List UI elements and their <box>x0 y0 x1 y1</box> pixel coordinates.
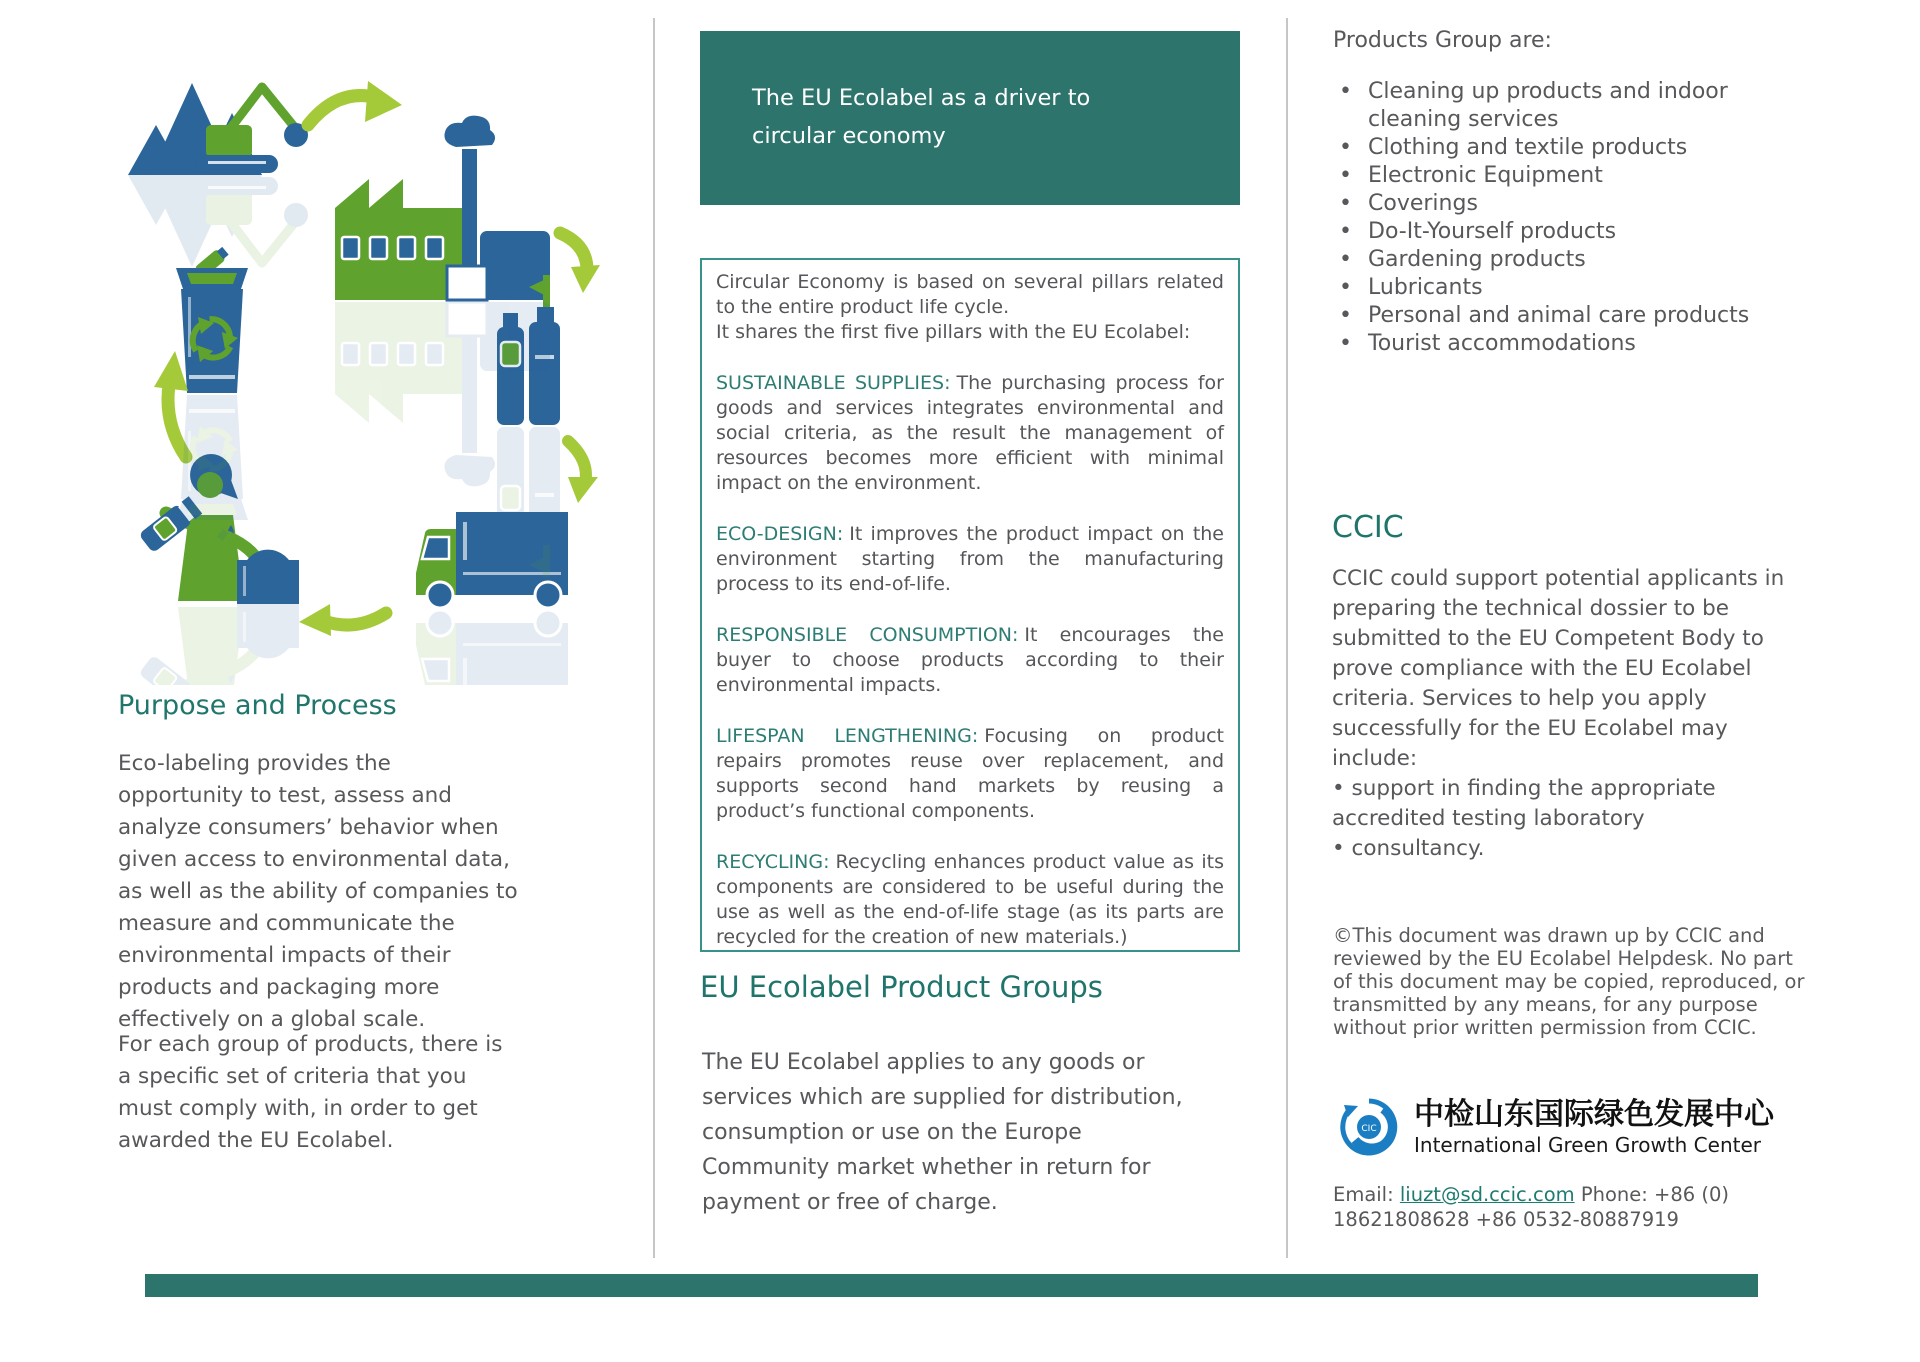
products-group-heading: Products Group are: <box>1333 28 1552 53</box>
pillar-label: RECYCLING: <box>716 851 830 873</box>
recycling-bin-icon <box>176 245 248 393</box>
raw-materials-excavator-icon <box>128 83 308 175</box>
list-item: • Lubricants <box>1337 274 1758 302</box>
email-link[interactable]: liuzt@sd.ccic.com <box>1399 1183 1575 1206</box>
ccic-description <box>1332 564 1804 864</box>
circular-economy-illustration <box>110 25 615 685</box>
email-label: Email: <box>1333 1183 1394 1206</box>
purpose-paragraph-2: For each group of products, there is a specific set of criteria that you must comply with, in order to get awarded the EU Ecolabel. <box>118 1032 503 1153</box>
list-item: • Coverings <box>1337 190 1758 218</box>
contact-line <box>1333 1182 1815 1232</box>
pillar-label: ECO-DESIGN: <box>716 523 844 545</box>
pillars-intro-2: It shares the first five pillars with the EU Ecolabel: <box>716 321 1191 343</box>
pillar-sustainable-supplies <box>716 371 1224 496</box>
footer-accent-bar <box>145 1274 1758 1297</box>
pillars-intro-1: Circular Economy is based on several pillars related to the entire product life cycle. <box>716 271 1224 318</box>
product-groups-paragraph: The EU Ecolabel applies to any goods or services which are supplied for distribution, consumption or use on the Europe Community market whether in return for payment or free of charge. <box>702 1050 1183 1215</box>
pillar-text: Focusing on product repairs promotes reuse over replacement, and supports second hand markets by reusing a product’s functional components. <box>716 725 1225 822</box>
list-item: • Electronic Equipment <box>1337 162 1758 190</box>
logo-name-english: International Green Growth Center <box>1414 1133 1761 1157</box>
pillar-label: LIFESPAN LENGTHENING: <box>716 725 979 747</box>
circular-economy-pillars-box <box>700 258 1240 952</box>
ccic-heading: CCIC <box>1332 510 1404 545</box>
column-divider-left <box>653 18 655 1258</box>
purpose-paragraph-1: Eco-labeling provides the opportunity to test, assess and analyze consumers’ behavior when given access to environmental data, as well as the ability of companies to measure and communicate the environmental impacts of their products and packaging more effectively on a global scale. <box>118 751 518 1032</box>
list-item: • Clothing and textile products <box>1337 134 1758 162</box>
pillar-eco-design <box>716 522 1224 597</box>
pillar-text: The purchasing process for goods and services integrates environmental and social criteria, as the result the management of resources becomes more efficient with minimal impact on the environment. <box>716 372 1224 494</box>
pillar-lifespan-lengthening <box>716 724 1224 824</box>
copyright-notice: ©This document was drawn up by CCIC and reviewed by the EU Ecolabel Helpdesk. No part of this document may be copied, reproduced, or transmitted by any means, for any purpose without prior written permission from CCIC. <box>1333 924 1805 1039</box>
pillar-responsible-consumption <box>716 623 1224 698</box>
ccic-logo-block <box>1338 1096 1774 1158</box>
ccic-bullet: • support in finding the appropriate accredited testing laboratory <box>1332 776 1716 831</box>
products-list <box>1337 78 1757 358</box>
list-item: • Do-It-Yourself products <box>1337 218 1758 246</box>
banner-line-1: The EU Ecolabel as a driver to <box>752 85 1091 111</box>
banner-title <box>700 31 1240 205</box>
ccic-paragraph: CCIC could support potential applicants in preparing the technical dossier to be submitted to the EU Competent Body to prove compliance with the EU Ecolabel criteria. Services to help you apply successfully for the EU Ecolabel may include: <box>1332 566 1785 771</box>
list-item: • Gardening products <box>1337 246 1758 274</box>
ccic-logo-icon <box>1338 1096 1400 1158</box>
pillar-text: It encourages the buyer to choose products according to their environmental impacts. <box>716 624 1224 696</box>
product-groups-heading: EU Ecolabel Product Groups <box>700 970 1103 1004</box>
column-divider-right <box>1286 18 1288 1258</box>
pillar-text: It improves the product impact on the environment starting from the manufacturing process to its end-of-life. <box>716 523 1224 595</box>
phone-number: +86 (0) 18621808628 +86 0532-80887919 <box>1333 1183 1729 1231</box>
pillar-text: Recycling enhances product value as its components are considered to be useful during the use as well as the end-of-life stage (as its parts are recycled for the creation of new materials.) <box>716 851 1224 948</box>
factory-icon <box>335 116 550 300</box>
ccic-bullet: • consultancy. <box>1332 836 1485 861</box>
pillar-label: RESPONSIBLE CONSUMPTION: <box>716 624 1019 646</box>
pillar-recycling <box>716 850 1224 950</box>
purpose-heading: Purpose and Process <box>118 690 397 721</box>
pillar-label: SUSTAINABLE SUPPLIES: <box>716 372 951 394</box>
phone-label: Phone: <box>1580 1183 1648 1206</box>
svg-text:CIC: CIC <box>1361 1124 1377 1134</box>
list-item: • Tourist accommodations <box>1337 330 1758 358</box>
list-item: • Personal and animal care products <box>1337 302 1758 330</box>
banner-line-2: circular economy <box>752 123 946 149</box>
logo-name-chinese: 中检山东国际绿色发展中心 <box>1414 1097 1774 1132</box>
list-item: • Cleaning up products and indoor cleaning services <box>1337 78 1758 134</box>
